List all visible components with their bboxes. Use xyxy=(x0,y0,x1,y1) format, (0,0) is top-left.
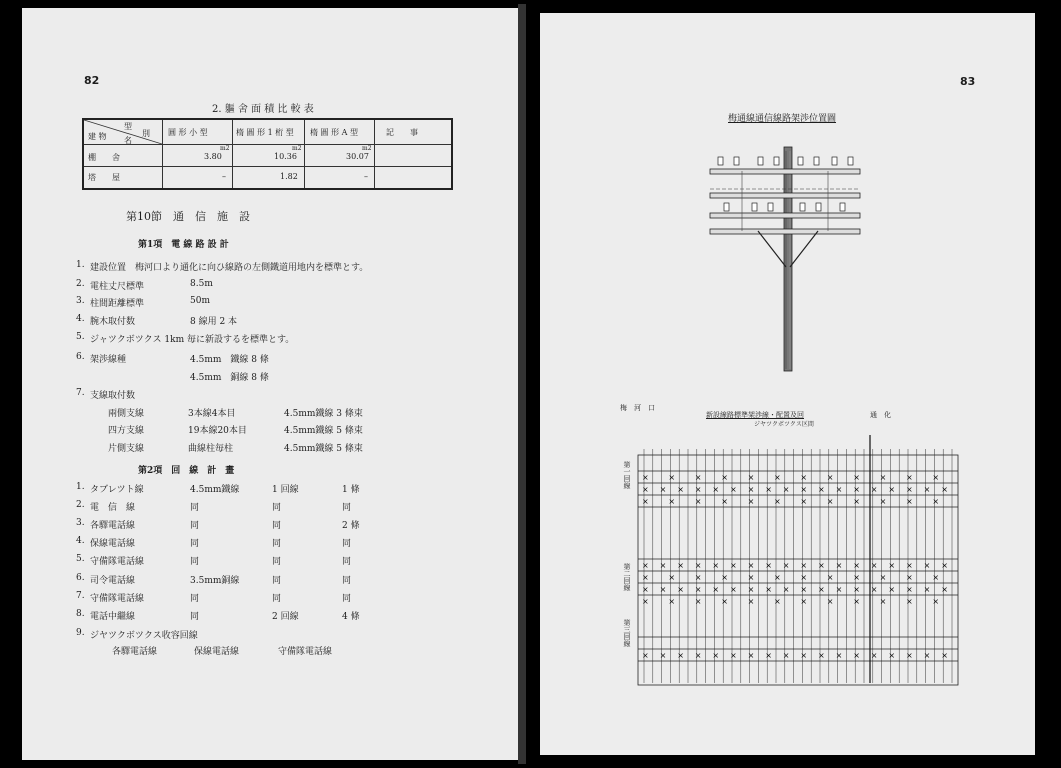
unit-label: m2 xyxy=(220,145,230,152)
diagram-label-left: 梅 河 口 xyxy=(620,404,655,412)
circuit-cell: 守備隊電話線 xyxy=(90,557,145,567)
crossing-mark: × xyxy=(747,597,755,606)
crossing-mark: × xyxy=(800,585,808,594)
crossing-mark: × xyxy=(923,485,931,494)
cell: 30.07 xyxy=(346,152,369,161)
cell: – xyxy=(222,172,226,181)
crossing-mark: × xyxy=(870,485,878,494)
circuit-cell: 同 xyxy=(272,557,282,567)
diagram-label-right: 通 化 xyxy=(870,411,891,419)
crossing-mark: × xyxy=(800,561,808,570)
circuit-cell: 同 xyxy=(272,539,282,549)
list-item-number: 7. xyxy=(76,388,85,398)
book-spine xyxy=(518,4,526,764)
crossing-mark: × xyxy=(853,651,860,660)
figure-title: 梅通線通信線路架渉位置圖 xyxy=(728,114,837,124)
box-line-2: 保線電話線 xyxy=(194,647,240,657)
crossing-mark: × xyxy=(730,485,737,494)
section-title: 第10節 通 信 施 設 xyxy=(126,210,250,223)
crossing-mark: × xyxy=(694,485,702,494)
crossing-mark: × xyxy=(818,651,825,660)
crossing-mark: × xyxy=(818,585,825,594)
crossing-mark: × xyxy=(853,497,860,506)
crossing-mark: × xyxy=(888,585,896,594)
circuit-cell: 3. xyxy=(76,518,85,528)
crossing-mark: × xyxy=(853,597,860,606)
crossing-mark: × xyxy=(694,561,702,570)
crossing-mark: × xyxy=(747,651,755,660)
crossing-mark: × xyxy=(694,651,702,660)
crossing-mark: × xyxy=(765,651,772,660)
crossing-mark: × xyxy=(642,651,649,660)
crossing-mark: × xyxy=(642,485,649,494)
crossing-mark: × xyxy=(906,497,913,506)
crossing-mark: × xyxy=(800,597,808,606)
crossing-mark: × xyxy=(879,497,887,506)
crossing-mark: × xyxy=(642,585,649,594)
crossing-mark: × xyxy=(765,561,772,570)
box-line-3: 守備隊電話線 xyxy=(278,647,333,657)
crossing-mark: × xyxy=(765,585,772,594)
box-line-1: 各驛電話線 xyxy=(112,647,158,657)
crossing-mark: × xyxy=(782,561,790,570)
crossing-mark: × xyxy=(835,485,843,494)
crossing-mark: × xyxy=(642,561,649,570)
crossing-mark: × xyxy=(765,485,772,494)
crossing-mark: × xyxy=(721,597,728,606)
crossing-mark: × xyxy=(870,561,878,570)
crossing-mark: × xyxy=(826,473,834,482)
circuit-cell: 同 xyxy=(342,503,352,513)
circuit-cell: 2. xyxy=(76,500,85,510)
circuit-cell: 同 xyxy=(342,576,352,586)
crossing-mark: × xyxy=(694,497,702,506)
crossing-mark: × xyxy=(853,585,860,594)
circuit-cell: 同 xyxy=(272,521,282,531)
list-item-number: 5. xyxy=(76,332,85,342)
list-item-value: 8.5m xyxy=(190,279,213,289)
circuit-cell: 同 xyxy=(342,557,352,567)
crossing-mark: × xyxy=(941,561,948,570)
crossing-mark: × xyxy=(712,585,720,594)
crossing-mark: × xyxy=(923,651,931,660)
list-item-value: 4.5mm 鐵線 8 條 xyxy=(190,355,269,365)
crossing-mark: × xyxy=(747,473,755,482)
list-item-number: 1. xyxy=(76,260,85,270)
crossing-mark: × xyxy=(932,573,940,582)
corner-bottom-label: 名 xyxy=(124,136,132,145)
crossing-mark: × xyxy=(888,485,896,494)
crossing-mark: × xyxy=(932,497,940,506)
crossing-mark: × xyxy=(774,573,781,582)
crossing-mark: × xyxy=(879,597,887,606)
cell: 1.82 xyxy=(280,172,298,181)
circuit-cell: 2 條 xyxy=(342,521,360,531)
circuit-cell: タブレツト線 xyxy=(90,485,144,495)
crossing-mark: × xyxy=(906,651,913,660)
crossing-mark: × xyxy=(888,651,896,660)
crossing-mark: × xyxy=(721,497,728,506)
crossing-mark: × xyxy=(677,485,684,494)
crossing-mark: × xyxy=(774,473,781,482)
circuit-cell: 2 回線 xyxy=(272,612,299,622)
crossing-mark: × xyxy=(694,597,702,606)
crossing-mark: × xyxy=(712,651,720,660)
crossing-mark: × xyxy=(853,561,860,570)
crossing-mark: × xyxy=(941,585,948,594)
header-remarks: 記 事 xyxy=(386,128,418,137)
list-item-label: 電柱丈尺標準 xyxy=(90,282,145,292)
crossing-mark: × xyxy=(800,651,808,660)
crossing-mark: × xyxy=(879,573,887,582)
crossing-mark: × xyxy=(906,473,913,482)
crossing-mark: × xyxy=(879,473,887,482)
crossing-mark: × xyxy=(747,497,755,506)
list-item-number: 2. xyxy=(76,279,85,289)
crossing-mark: × xyxy=(853,485,860,494)
crossing-mark: × xyxy=(870,651,878,660)
stay-type: 四方支線 xyxy=(108,426,145,436)
crossing-mark: × xyxy=(888,561,896,570)
header-oval-a: 楕 圓 形 A 型 xyxy=(310,128,358,137)
stay-type: 兩側支線 xyxy=(108,409,145,419)
crossing-mark: × xyxy=(712,561,720,570)
crossing-mark: × xyxy=(668,473,676,482)
right-page xyxy=(540,13,1035,755)
crossing-mark: × xyxy=(906,485,913,494)
circuit-cell: 守備隊電話線 xyxy=(90,594,145,604)
subsection-2-title: 第2項 回 線 計 畫 xyxy=(138,466,235,476)
list-item-label: 架渉線種 xyxy=(90,355,127,365)
list-item-value: 8 線用 2 本 xyxy=(190,317,238,327)
crossing-mark: × xyxy=(826,573,834,582)
circuit-cell: 4. xyxy=(76,536,85,546)
crossing-mark: × xyxy=(721,573,728,582)
circuit-cell: 4.5mm鐵線 xyxy=(190,485,240,495)
crossing-mark: × xyxy=(782,651,790,660)
circuit-cell: 同 xyxy=(190,521,200,531)
crossing-mark: × xyxy=(800,473,808,482)
circuit-cell: 同 xyxy=(190,503,200,513)
list-item-label: ジャツクボツクス 1km 毎に新設するを標準とす。 xyxy=(90,335,295,345)
circuit-cell: 9. xyxy=(76,628,85,638)
circuit-cell: 4 條 xyxy=(342,612,360,622)
crossing-mark: × xyxy=(668,597,676,606)
circuit-cell: 同 xyxy=(190,539,200,549)
circuit-cell: 7. xyxy=(76,591,85,601)
crossing-mark: × xyxy=(835,651,843,660)
row-label: 棚 舍 xyxy=(88,153,120,162)
header-oval-1: 楕 圓 形 1 桁 型 xyxy=(236,128,294,137)
circuit-cell: 電 信 線 xyxy=(90,503,136,513)
diagram-sub-label: ジヤツクボツクス区間 xyxy=(754,421,814,428)
crossing-mark: × xyxy=(642,473,649,482)
crossing-mark: × xyxy=(659,561,667,570)
crossing-mark: × xyxy=(730,561,737,570)
crossing-mark: × xyxy=(906,597,913,606)
crossing-mark: × xyxy=(659,485,667,494)
unit-label: m2 xyxy=(292,145,302,152)
left-page xyxy=(22,8,525,760)
corner-mid-label: 別 xyxy=(142,129,150,138)
crossing-mark: × xyxy=(826,497,834,506)
circuit-cell: 5. xyxy=(76,554,85,564)
circuit-cell: 同 xyxy=(342,539,352,549)
crossing-mark: × xyxy=(774,497,781,506)
crossing-mark: × xyxy=(818,485,825,494)
circuit-cell: 同 xyxy=(190,594,200,604)
crossing-mark: × xyxy=(642,573,649,582)
crossing-mark: × xyxy=(747,585,755,594)
crossing-mark: × xyxy=(659,585,667,594)
table-title: 2. 軀 舍 面 積 比 較 表 xyxy=(212,104,314,115)
crossing-mark: × xyxy=(923,561,931,570)
circuit-cell: 同 xyxy=(190,612,200,622)
crossing-mark: × xyxy=(932,473,940,482)
crossing-mark: × xyxy=(668,573,676,582)
list-item-number: 3. xyxy=(76,296,85,306)
circuit-cell: 各驛電話線 xyxy=(90,521,136,531)
circuit-cell: 司令電話線 xyxy=(90,576,136,586)
crossing-mark: × xyxy=(826,597,834,606)
crossing-mark: × xyxy=(668,497,676,506)
stay-position: 曲線柱毎柱 xyxy=(188,444,234,454)
corner-top-label: 型 xyxy=(124,122,132,131)
crossing-mark: × xyxy=(800,497,808,506)
area-comparison-table xyxy=(82,118,453,190)
crossing-mark: × xyxy=(659,651,667,660)
crossing-mark: × xyxy=(694,573,702,582)
telegraph-pole-figure xyxy=(700,141,870,381)
row-label-3: 第三回線 xyxy=(623,619,631,647)
circuit-wiring-diagram xyxy=(620,425,960,687)
crossing-mark: × xyxy=(782,485,790,494)
list-item-label: 腕木取付数 xyxy=(90,317,136,327)
list-item-label: 建設位置 梅河口より通化に向ひ線路の左側鐵道用地内を標準とす。 xyxy=(90,263,369,273)
list-item-label: 柱間距離標準 xyxy=(90,299,145,309)
circuit-cell: 8. xyxy=(76,609,85,619)
list-item-number: 6. xyxy=(76,352,85,362)
crossing-mark: × xyxy=(721,473,728,482)
row-label-2: 第二回線 xyxy=(623,563,631,591)
cell: 10.36 xyxy=(274,152,297,161)
crossing-mark: × xyxy=(941,485,948,494)
circuit-cell: ジヤツクボツクス收容回線 xyxy=(90,631,198,641)
crossing-mark: × xyxy=(870,585,878,594)
circuit-cell: 6. xyxy=(76,573,85,583)
crossing-mark: × xyxy=(694,473,702,482)
header-round-small: 圓 形 小 型 xyxy=(168,128,208,137)
crossing-mark: × xyxy=(941,651,948,660)
circuit-cell: 同 xyxy=(272,503,282,513)
circuit-cell: 同 xyxy=(190,557,200,567)
list-item-value: 4.5mm 銅線 8 條 xyxy=(190,373,269,383)
page-number: 82 xyxy=(84,74,100,87)
crossing-mark: × xyxy=(932,597,940,606)
circuit-cell: 1 條 xyxy=(342,485,360,495)
stay-type: 片側支線 xyxy=(108,444,145,454)
row-label: 塔 屋 xyxy=(88,173,120,182)
crossing-mark: × xyxy=(747,573,755,582)
crossing-mark: × xyxy=(800,573,808,582)
crossing-mark: × xyxy=(747,561,755,570)
corner-left-label: 建 物 xyxy=(88,132,107,141)
circuit-cell: 同 xyxy=(342,594,352,604)
crossing-mark: × xyxy=(853,473,860,482)
stay-position: 19本線20本目 xyxy=(188,426,247,436)
circuit-cell: 保線電話線 xyxy=(90,539,136,549)
crossing-mark: × xyxy=(677,651,684,660)
list-item-number: 4. xyxy=(76,314,85,324)
circuit-cell: 1 回線 xyxy=(272,485,299,495)
crossing-mark: × xyxy=(677,561,684,570)
crossing-mark: × xyxy=(694,585,702,594)
crossing-mark: × xyxy=(818,561,825,570)
circuit-cell: 同 xyxy=(272,594,282,604)
stay-wire: 4.5mm鐵線 5 條束 xyxy=(284,426,363,436)
crossing-mark: × xyxy=(923,585,931,594)
crossing-mark: × xyxy=(730,585,737,594)
circuit-cell: 電話中繼線 xyxy=(90,612,136,622)
crossing-mark: × xyxy=(906,573,913,582)
list-item-value: 50m xyxy=(190,296,210,306)
crossing-mark: × xyxy=(853,573,860,582)
stay-wire: 4.5mm鐵線 5 條束 xyxy=(284,444,363,454)
circuit-cell: 同 xyxy=(272,576,282,586)
crossing-mark: × xyxy=(906,561,913,570)
crossing-mark: × xyxy=(835,585,843,594)
cell: – xyxy=(364,172,368,181)
crossing-mark: × xyxy=(774,597,781,606)
crossing-mark: × xyxy=(782,585,790,594)
crossing-mark: × xyxy=(747,485,755,494)
cell: 3.80 xyxy=(204,152,222,161)
page-number: 83 xyxy=(960,75,976,88)
row-label-1: 第一回線 xyxy=(623,461,631,489)
crossing-mark: × xyxy=(800,485,808,494)
circuit-cell: 3.5mm銅線 xyxy=(190,576,240,586)
crossing-mark: × xyxy=(906,585,913,594)
crossing-mark: × xyxy=(642,597,649,606)
crossing-mark: × xyxy=(712,485,720,494)
crossing-mark: × xyxy=(642,497,649,506)
unit-label: m2 xyxy=(362,145,372,152)
subsection-1-title: 第1項 電 線 路 設 計 xyxy=(138,240,229,250)
stay-position: 3本線4本目 xyxy=(188,409,236,419)
diagram-label-mid: 新設線路標準架渉線・配置及回 xyxy=(706,411,804,419)
stay-wire: 4.5mm鐵線 3 條束 xyxy=(284,409,363,419)
circuit-cell: 1. xyxy=(76,482,85,492)
crossing-mark: × xyxy=(835,561,843,570)
crossing-mark: × xyxy=(730,651,737,660)
crossing-mark: × xyxy=(677,585,684,594)
list-item-label: 支線取付数 xyxy=(90,391,136,401)
